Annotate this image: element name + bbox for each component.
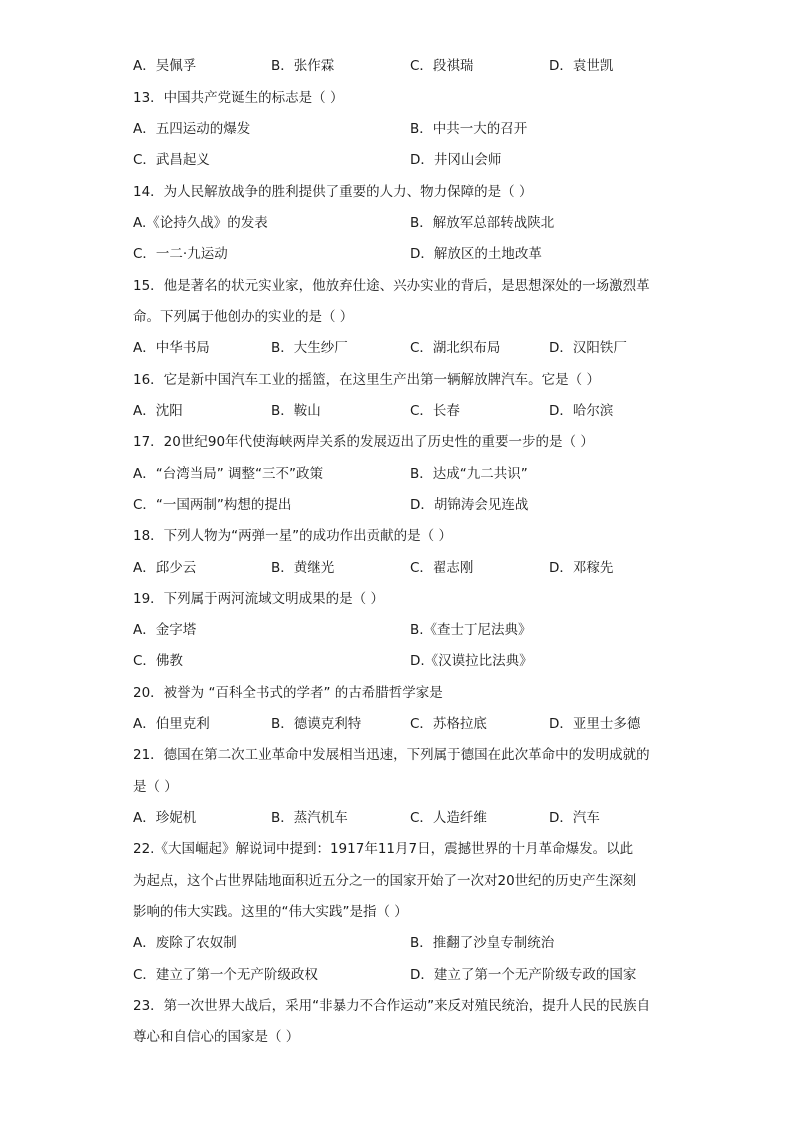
option-d: D．汽车 bbox=[549, 810, 600, 826]
option-a: A.《论持久战》的发表 bbox=[133, 215, 268, 231]
question-text: 尊心和自信心的国家是（ ） bbox=[133, 1029, 300, 1045]
option-d: D．解放区的土地改革 bbox=[410, 246, 542, 262]
option-c: C．武昌起义 bbox=[133, 152, 210, 168]
option-c: C．翟志刚 bbox=[410, 560, 474, 576]
option-d: D．亚里士多德 bbox=[549, 716, 641, 732]
option-c: C．段祺瑞 bbox=[410, 58, 474, 74]
option-d: D.《汉谟拉比法典》 bbox=[410, 653, 533, 669]
option-b: B．张作霖 bbox=[271, 58, 335, 74]
option-a: A．沈阳 bbox=[133, 403, 183, 419]
option-c: C．长春 bbox=[410, 403, 460, 419]
question-text: 19．下列属于两河流域文明成果的是（ ） bbox=[133, 591, 384, 607]
question-text: 13．中国共产党诞生的标志是（ ） bbox=[133, 90, 344, 106]
question-text: 影响的伟大实践。这里的“伟大实践”是指（ ） bbox=[133, 904, 408, 920]
question-text: 是（ ） bbox=[133, 779, 178, 795]
option-b: B．黄继光 bbox=[271, 560, 335, 576]
option-b: B．大生纱厂 bbox=[271, 340, 348, 356]
option-b: B．解放军总部转战陕北 bbox=[410, 215, 555, 231]
question-text: 16．它是新中国汽车工业的摇篮，在这里生产出第一辆解放牌汽车。它是（ ） bbox=[133, 372, 600, 388]
option-b: B．蒸汽机车 bbox=[271, 810, 348, 826]
option-d: D．井冈山会师 bbox=[410, 152, 502, 168]
question-text: 15．他是著名的状元实业家，他放弃仕途、兴办实业的背后，是思想深处的一场激烈革 bbox=[133, 278, 650, 294]
option-c: C．建立了第一个无产阶级政权 bbox=[133, 967, 318, 983]
question-text: 17．20世纪90年代使海峡两岸关系的发展迈出了历史性的重要一步的是（ ） bbox=[133, 434, 594, 450]
option-a: A．“台湾当局” 调整“三不”政策 bbox=[133, 466, 324, 482]
option-b: B．鞍山 bbox=[271, 403, 321, 419]
option-c: C．佛教 bbox=[133, 653, 183, 669]
option-c: C．苏格拉底 bbox=[410, 716, 487, 732]
option-a: A．吴佩孚 bbox=[133, 58, 197, 74]
question-text: 21．德国在第二次工业革命中发展相当迅速，下列属于德国在此次革命中的发明成就的 bbox=[133, 747, 650, 763]
question-text: 20．被誉为 “百科全书式的学者” 的古希腊哲学家是 bbox=[133, 685, 443, 701]
option-a: A．珍妮机 bbox=[133, 810, 197, 826]
option-d: D．胡锦涛会见连战 bbox=[410, 497, 529, 513]
option-a: A．五四运动的爆发 bbox=[133, 121, 251, 137]
option-a: A．邱少云 bbox=[133, 560, 197, 576]
question-text: 命。下列属于他创办的实业的是（ ） bbox=[133, 309, 354, 325]
option-a: A．金字塔 bbox=[133, 622, 197, 638]
option-b: B.《查士丁尼法典》 bbox=[410, 622, 532, 638]
option-c: C．一二·九运动 bbox=[133, 246, 228, 262]
question-text: 14．为人民解放战争的胜利提供了重要的人力、物力保障的是（ ） bbox=[133, 184, 533, 200]
option-d: D．邓稼先 bbox=[549, 560, 614, 576]
option-d: D．汉阳铁厂 bbox=[549, 340, 627, 356]
option-d: D．建立了第一个无产阶级专政的国家 bbox=[410, 967, 637, 983]
option-a: A．伯里克利 bbox=[133, 716, 210, 732]
option-b: B．达成“九二共识” bbox=[410, 466, 528, 482]
option-b: B．中共一大的召开 bbox=[410, 121, 528, 137]
option-a: A．废除了农奴制 bbox=[133, 935, 237, 951]
option-d: D．哈尔滨 bbox=[549, 403, 614, 419]
option-b: B．德谟克利特 bbox=[271, 716, 362, 732]
question-text: 为起点，这个占世界陆地面积近五分之一的国家开始了一次对20世纪的历史产生深刻 bbox=[133, 873, 637, 889]
option-c: C．“一国两制”构想的提出 bbox=[133, 497, 292, 513]
question-text: 23．第一次世界大战后，采用“非暴力不合作运动”来反对殖民统治，提升人民的民族自 bbox=[133, 998, 651, 1014]
option-d: D．袁世凯 bbox=[549, 58, 614, 74]
option-a: A．中华书局 bbox=[133, 340, 210, 356]
question-text: 18．下列人物为“两弹一星”的成功作出贡献的是（ ） bbox=[133, 528, 452, 544]
question-text: 22.《大国崛起》解说词中提到：1917年11月7日，震撼世界的十月革命爆发。以此 bbox=[133, 841, 634, 857]
option-c: C．湖北织布局 bbox=[410, 340, 501, 356]
option-b: B．推翻了沙皇专制统治 bbox=[410, 935, 555, 951]
option-c: C．人造纤维 bbox=[410, 810, 487, 826]
